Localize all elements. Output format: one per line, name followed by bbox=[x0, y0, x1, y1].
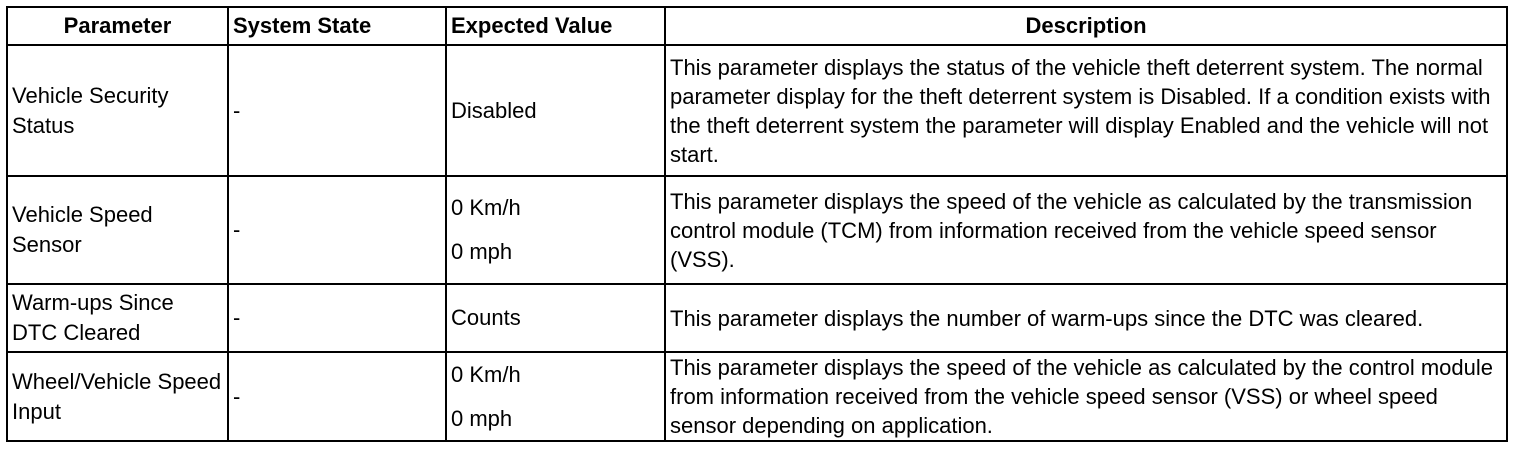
system-state-cell: - bbox=[228, 45, 446, 176]
description-cell: This parameter displays the number of warm-ups since the DTC was cleared. bbox=[665, 284, 1507, 352]
system-state-cell: - bbox=[228, 352, 446, 441]
expected-value-cell bbox=[446, 45, 665, 176]
system-state-cell: - bbox=[228, 284, 446, 352]
header-description: Description bbox=[665, 7, 1507, 45]
expected-value-cell bbox=[446, 284, 665, 352]
parameter-table bbox=[6, 6, 1508, 442]
parameter-cell: Vehicle Security Status bbox=[7, 45, 228, 176]
parameter-cell: Warm-ups Since DTC Cleared bbox=[7, 284, 228, 352]
expected-value: Counts bbox=[451, 305, 521, 330]
header-parameter: Parameter bbox=[7, 7, 228, 45]
table-row bbox=[7, 284, 1507, 352]
header-row bbox=[7, 7, 1507, 45]
expected-value: 0 Km/h bbox=[451, 195, 521, 220]
header-expected-value: Expected Value bbox=[446, 7, 665, 45]
expected-value: 0 mph bbox=[451, 405, 513, 431]
expected-value: 0 mph bbox=[451, 239, 513, 264]
expected-value: 0 Km/h bbox=[451, 361, 521, 387]
expected-value: Disabled bbox=[451, 97, 537, 123]
parameter-cell: Wheel/Vehicle Speed Input bbox=[7, 352, 228, 441]
description-cell: This parameter displays the status of the vehicle theft deterrent system. The normal parameter display for the theft deterrent system is Disabled. If a condition exists with the theft deterrent system the parameter will display Enabled and the vehicle will not start. bbox=[665, 45, 1507, 176]
expected-value-cell bbox=[446, 176, 665, 284]
table-row bbox=[7, 352, 1507, 441]
description-cell: This parameter displays the speed of the vehicle as calculated by the control module from information received from the vehicle speed sensor (VSS) or wheel speed sensor depending on application. bbox=[665, 352, 1507, 441]
table-row bbox=[7, 45, 1507, 176]
expected-value-cell bbox=[446, 352, 665, 441]
table-row bbox=[7, 176, 1507, 284]
description-cell: This parameter displays the speed of the vehicle as calculated by the transmission control module (TCM) from information received from the vehicle speed sensor (VSS). bbox=[665, 176, 1507, 284]
parameter-cell: Vehicle Speed Sensor bbox=[7, 176, 228, 284]
system-state-cell: - bbox=[228, 176, 446, 284]
header-system-state: System State bbox=[228, 7, 446, 45]
